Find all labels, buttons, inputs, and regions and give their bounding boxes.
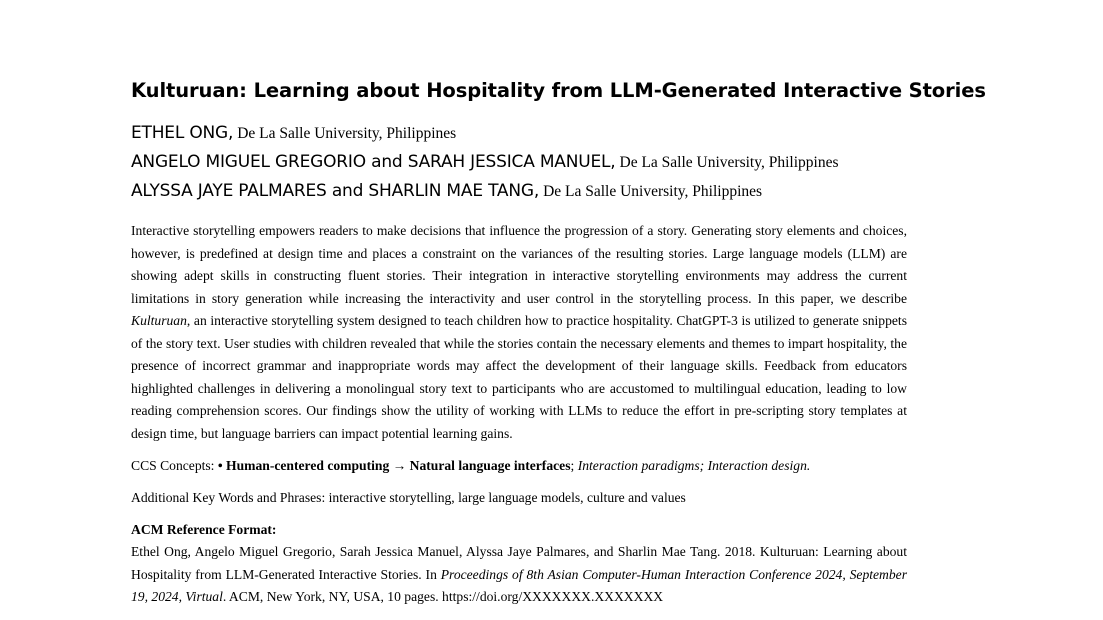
abstract [131,220,907,445]
reference-format-heading: ACM Reference Format: [131,522,277,537]
ccs-separator: ; [570,458,578,473]
abstract-text: Interactive storytelling empowers readers to make decisions that influence the progression of a story. Generating story elements and choices, however, is predefined at design time and places a constraint on the variances of the resulting stories. Large language models (LLM) are showing adept skills in constructing fluent stories. Their integration in interactive storytelling environments may address the current limitations in story generation while increasing the interactivity and user control in the storytelling process. In this paper, we describe [131,223,907,306]
author-line [131,148,907,177]
system-name: Kulturuan [131,313,187,328]
ccs-primary-concept: • Human-centered computing → Natural language interfaces [217,458,571,473]
citation-text: . ACM, New York, NY, USA, 10 pages. https://doi.org/XXXXXXX.XXXXXXX [222,589,664,604]
author-affiliation: De La Salle University, Philippines [543,183,763,200]
ccs-concepts [131,455,907,477]
keywords: Additional Key Words and Phrases: interactive storytelling, large language models, culture and values [131,490,686,505]
ccs-label: CCS Concepts: [131,458,218,473]
ccs-secondary-concepts: Interaction paradigms; Interaction design. [577,458,811,473]
author-names: ANGELO MIGUEL GREGORIO and SARAH JESSICA MANUEL, [131,152,616,172]
author-line [131,119,907,148]
abstract-text: , an interactive storytelling system designed to teach children how to practice hospitality. ChatGPT-3 is utilized to generate snippets of the story text. User studies with children revealed that while the stories contain the necessary elements and themes to impart hospitality, the presence of incorrect grammar and inappropriate words may affect the development of their language skills. Feedback from educators highlighted challenges in delivering a monolingual story text to participants who are accustomed to multilingual education, leading to low reading comprehension scores. Our findings show the utility of working with LLMs to reduce the effort in pre-scripting story templates at design time, but language barriers can impact potential learning gains. [131,313,907,441]
reference-format-citation [131,541,907,609]
citation-venue: Proceedings of 8th Asian Computer-Human Interaction Conference 2024, September 19, 2024, Virtual [131,566,907,604]
citation-text: Ethel Ong, Angelo Miguel Gregorio, Sarah Jessica Manuel, Alyssa Jaye Palmares, and Sharlin Mae Tang. 2018. Kulturuan: Learning about Hospitality from LLM-Generated Interactive Stories. In [131,544,907,582]
author-names: ALYSSA JAYE PALMARES and SHARLIN MAE TANG, [131,181,540,201]
author-names: ETHEL ONG, [131,123,234,143]
author-affiliation: De La Salle University, Philippines [237,125,457,142]
author-line [131,177,907,206]
paper-title: Kulturuan: Learning about Hospitality from LLM-Generated Interactive Stories [131,79,986,102]
author-block [131,119,907,206]
paper-first-page [131,78,986,609]
author-affiliation: De La Salle University, Philippines [619,154,839,171]
